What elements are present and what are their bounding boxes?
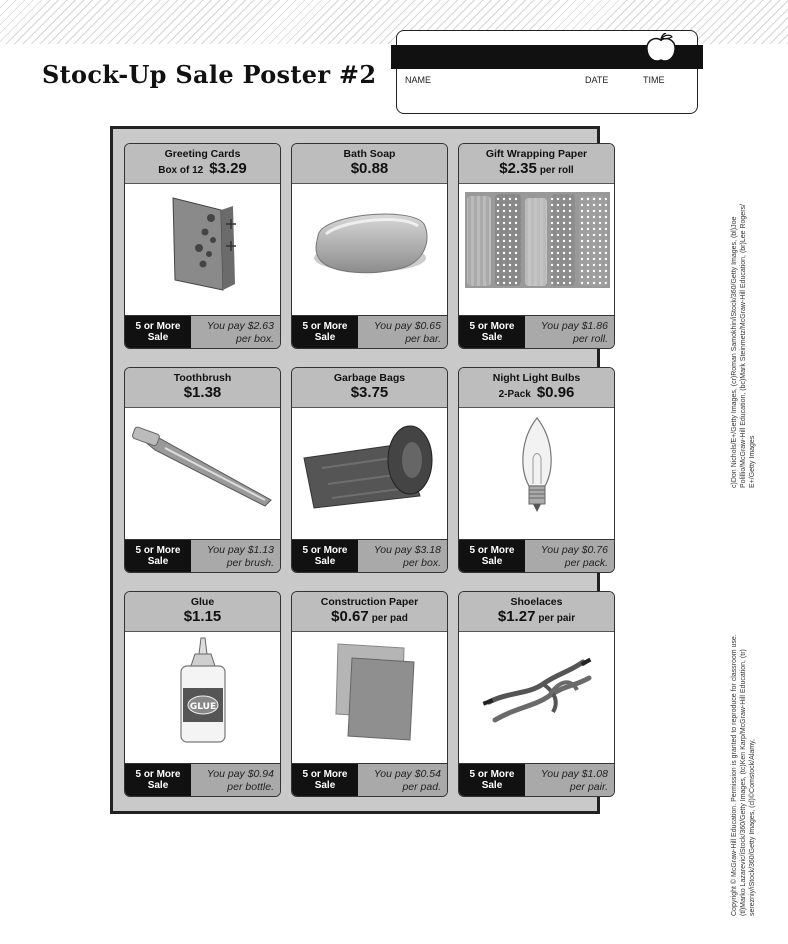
sale-quantity: 5 or More: [135, 321, 181, 332]
sale-tag: [292, 540, 358, 572]
sale-price-note: [191, 540, 280, 572]
sale-unit: per bottle.: [227, 781, 274, 793]
sale-unit: per pad.: [402, 781, 441, 793]
sale-word: Sale: [314, 332, 336, 343]
apple-icon: [644, 33, 678, 63]
time-label: TIME: [643, 75, 665, 85]
sale-tag: [459, 540, 525, 572]
product-price: $0.88: [350, 160, 389, 177]
product-card-shoelaces: [458, 591, 615, 797]
shoelaces-icon: [459, 632, 615, 750]
product-price: $3.29: [209, 160, 247, 177]
sale-quantity: 5 or More: [469, 545, 515, 556]
sale-tag: [459, 764, 525, 796]
sale-word: Sale: [147, 780, 169, 791]
light-bulb-icon: [459, 408, 615, 526]
card-header: [125, 592, 280, 632]
card-header: [125, 144, 280, 184]
sale-unit: per brush.: [226, 557, 274, 569]
product-price: $0.67: [331, 608, 369, 625]
sale-price-note: [191, 316, 280, 348]
sale-price: You pay $1.13: [206, 544, 274, 556]
product-unit: per roll: [539, 165, 574, 176]
copyright-line: (tl)Marko Lazarevic/iStock/360/Getty Images, (tc)Ken Karp/McGraw-Hill Education, (tr): [740, 649, 747, 916]
card-header: [292, 368, 447, 408]
sale-word: Sale: [481, 556, 503, 567]
sale-price-note: [525, 764, 614, 796]
product-name: Bath Soap: [343, 148, 396, 160]
sale-footer: [459, 315, 614, 348]
sale-footer: [292, 315, 447, 348]
sale-unit: per pack.: [564, 557, 608, 569]
card-header: [292, 592, 447, 632]
sale-poster: [110, 126, 608, 814]
garbage-bag-icon: [292, 408, 448, 526]
product-card-toothbrush: [124, 367, 281, 573]
sale-tag: [292, 316, 358, 348]
sale-price: You pay $0.94: [206, 768, 274, 780]
sale-price: You pay $0.76: [540, 544, 608, 556]
product-name: Construction Paper: [320, 596, 419, 608]
card-header: [459, 144, 614, 184]
sale-price: You pay $0.54: [373, 768, 441, 780]
product-name: Shoelaces: [510, 596, 563, 608]
glue-bottle-icon: [125, 632, 281, 750]
sale-tag: [125, 764, 191, 796]
product-card-garbage-bags: [291, 367, 448, 573]
card-header: [459, 592, 614, 632]
photo-credit-line: Polillio/McGraw-Hill Education, (bc)Mark Steinmetz/McGraw-Hill Education, (br)Lee Rogers/: [740, 204, 747, 488]
sale-word: Sale: [314, 556, 336, 567]
sale-word: Sale: [481, 780, 503, 791]
sale-footer: [125, 539, 280, 572]
sale-word: Sale: [147, 556, 169, 567]
sale-price-note: [191, 764, 280, 796]
sale-footer: [292, 763, 447, 796]
sale-tag: [292, 764, 358, 796]
sale-quantity: 5 or More: [302, 545, 348, 556]
sale-word: Sale: [481, 332, 503, 343]
copyright-notice: [730, 634, 757, 916]
name-date-time-box: [396, 30, 698, 114]
card-header: [459, 368, 614, 408]
sale-footer: [125, 763, 280, 796]
product-price: $0.96: [536, 384, 575, 401]
sale-tag: [125, 540, 191, 572]
sale-quantity: 5 or More: [302, 769, 348, 780]
sale-price-note: [358, 764, 447, 796]
sale-footer: [125, 315, 280, 348]
product-price: $2.35: [499, 160, 537, 177]
sale-price: You pay $2.63: [206, 320, 274, 332]
copyright-line: Copyright © McGraw-Hill Education. Permission is granted to reproduce for classroom use.: [731, 634, 738, 916]
card-header: [125, 368, 280, 408]
wrapping-paper-icon: [459, 184, 615, 302]
product-card-glue: [124, 591, 281, 797]
sale-price: You pay $3.18: [373, 544, 441, 556]
sale-price-note: [525, 540, 614, 572]
sale-quantity: 5 or More: [302, 321, 348, 332]
sale-quantity: 5 or More: [469, 321, 515, 332]
sale-unit: per bar.: [405, 333, 441, 345]
sale-unit: per box.: [236, 333, 274, 345]
sale-quantity: 5 or More: [135, 545, 181, 556]
copyright-line: serezniy/iStock/360/Getty Images, (cl)©Comstock/Alamy,: [749, 739, 756, 916]
date-label: DATE: [585, 75, 609, 85]
sale-price: You pay $0.65: [373, 320, 441, 332]
product-name: Night Light Bulbs: [492, 372, 581, 384]
page-title: Stock-Up Sale Poster #2: [42, 60, 377, 89]
sale-price: You pay $1.08: [540, 768, 608, 780]
product-card-gift-wrapping-paper: [458, 143, 615, 349]
sale-price-note: [525, 316, 614, 348]
photo-credit-line: E+/Getty Images: [749, 435, 756, 488]
soap-icon: [292, 184, 448, 302]
sale-footer: [292, 539, 447, 572]
toothbrush-icon: [125, 408, 281, 526]
sale-price-note: [358, 316, 447, 348]
construction-paper-icon: [292, 632, 448, 750]
product-name: Glue: [190, 596, 215, 608]
sale-word: Sale: [314, 780, 336, 791]
greeting-card-icon: [125, 184, 281, 302]
sale-price: You pay $1.86: [540, 320, 608, 332]
product-card-greeting-cards: [124, 143, 281, 349]
glue-label: GLUE: [189, 702, 217, 712]
product-price: $1.27: [497, 608, 536, 625]
sale-price-note: [358, 540, 447, 572]
sale-quantity: 5 or More: [469, 769, 515, 780]
sale-word: Sale: [147, 332, 169, 343]
sale-unit: per roll.: [572, 333, 608, 345]
sale-footer: [459, 763, 614, 796]
photo-credit-line: c)Don Nichols/E+/Getty Images, (cr)Roman Samokhin/iStock/360/Getty Images, (bl)Joe: [731, 216, 738, 488]
product-pack-size: 2-Pack: [498, 389, 531, 400]
product-name: Greeting Cards: [164, 148, 241, 160]
product-price: $1.15: [183, 608, 222, 625]
product-name: Garbage Bags: [333, 372, 406, 384]
card-header: [292, 144, 447, 184]
sale-footer: [459, 539, 614, 572]
sale-tag: [459, 316, 525, 348]
sale-tag: [125, 316, 191, 348]
product-name: Toothbrush: [173, 372, 232, 384]
product-name: Gift Wrapping Paper: [485, 148, 588, 160]
product-price: $3.75: [350, 384, 389, 401]
photo-credits: [730, 204, 757, 488]
product-card-night-light-bulbs: [458, 367, 615, 573]
product-unit: per pad: [371, 613, 408, 624]
product-card-construction-paper: [291, 591, 448, 797]
product-pack-size: Box of 12: [158, 165, 204, 176]
sale-unit: per box.: [403, 557, 441, 569]
product-card-bath-soap: [291, 143, 448, 349]
sale-unit: per pair.: [569, 781, 608, 793]
product-price: $1.38: [183, 384, 222, 401]
sale-quantity: 5 or More: [135, 769, 181, 780]
name-label: NAME: [405, 75, 432, 85]
product-unit: per pair: [538, 613, 576, 624]
